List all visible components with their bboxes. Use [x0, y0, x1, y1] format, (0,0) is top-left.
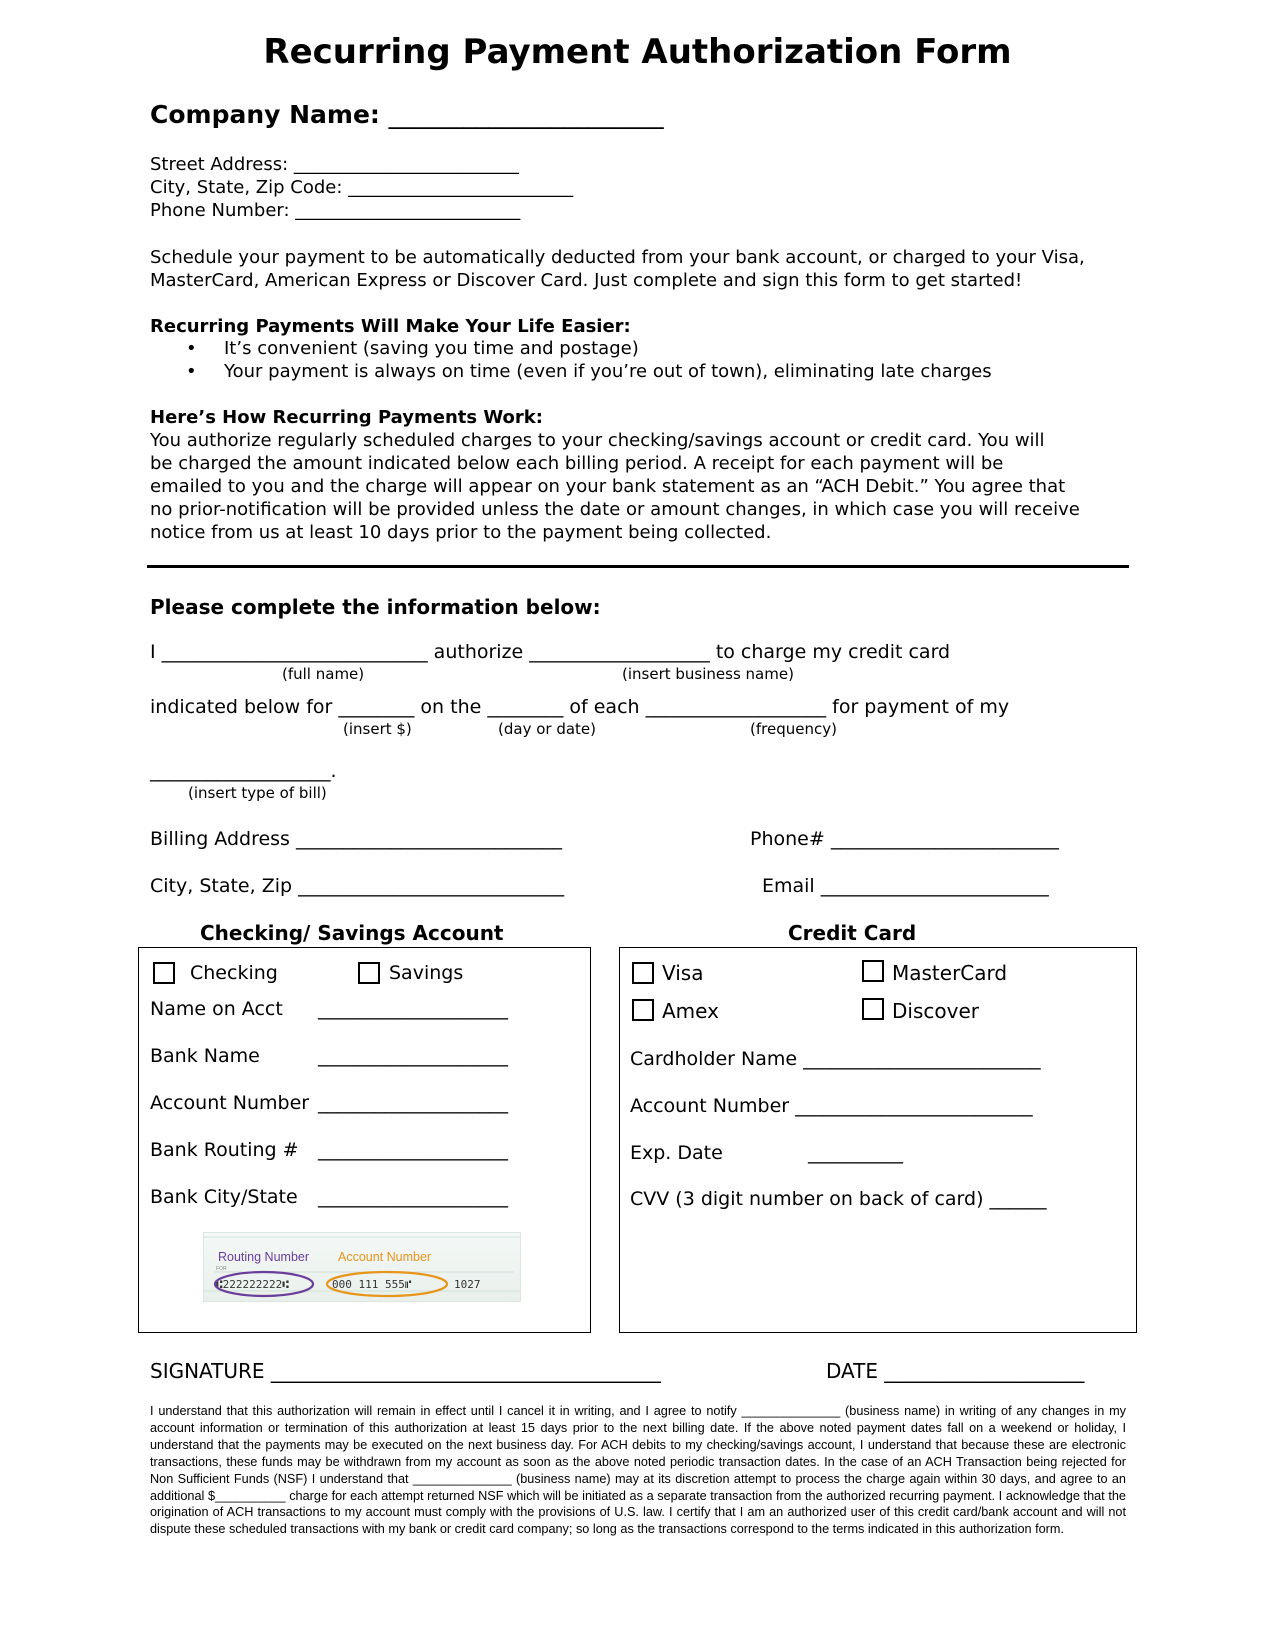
how-line-3: emailed to you and the charge will appear on your bank statement as an “ACH Debit.” You agree that [150, 476, 1066, 497]
email-field[interactable]: Email ________________________ [762, 875, 1049, 897]
city-state-zip-field[interactable]: City, State, Zip Code: _________________________ [150, 177, 574, 198]
account-number-field[interactable]: ____________________ [318, 1092, 508, 1114]
day-or-date-hint: (day or date) [498, 720, 596, 738]
billing-city-field[interactable]: City, State, Zip ____________________________ [150, 875, 565, 897]
frequency-hint: (frequency) [750, 720, 837, 738]
how-line-4: no prior-notification will be provided unless the date or amount changes, in which case you will receive [150, 499, 1080, 520]
benefit-item-1: It’s convenient (saving you time and postage) [224, 338, 639, 359]
account-digits: 000 111 555⑈ [332, 1278, 412, 1291]
how-heading: Here’s How Recurring Payments Work: [150, 407, 543, 428]
name-on-acct-label: Name on Acct [150, 998, 283, 1020]
form-title: Recurring Payment Authorization Form [263, 32, 1012, 72]
how-line-2: be charged the amount indicated below each billing period. A receipt for each payment will be [150, 453, 1004, 474]
routing-number-label: Routing Number [218, 1250, 310, 1264]
street-address-field[interactable]: Street Address: _________________________ [150, 154, 519, 175]
account-number-label: Account Number [150, 1092, 310, 1114]
check-digits: 1027 [454, 1278, 481, 1291]
amex-checkbox[interactable] [632, 999, 654, 1021]
account-number-callout: Account Number [338, 1250, 432, 1264]
visa-checkbox[interactable] [632, 962, 654, 984]
credit-card-heading: Credit Card [788, 921, 917, 945]
visa-label: Visa [662, 961, 704, 985]
phone-field[interactable]: Phone# ________________________ [750, 828, 1059, 850]
company-name-line [150, 100, 664, 129]
benefits-heading: Recurring Payments Will Make Your Life Easier: [150, 316, 631, 337]
bank-routing-field[interactable]: ____________________ [318, 1139, 508, 1161]
billing-address-field[interactable]: Billing Address ____________________________ [150, 828, 562, 850]
card-account-number-field[interactable]: Account Number _________________________ [630, 1095, 1033, 1117]
bank-name-field[interactable]: ____________________ [318, 1045, 508, 1067]
full-name-hint: (full name) [282, 665, 365, 683]
date-field[interactable]: DATE ____________________ [826, 1359, 1085, 1383]
bank-city-state-label: Bank City/State [150, 1186, 298, 1208]
intro-line-1: Schedule your payment to be automatically deducted from your bank account, or charged to your Visa, [150, 247, 1085, 268]
section-divider [147, 565, 1129, 568]
savings-checkbox[interactable] [358, 962, 380, 984]
business-name-hint: (insert business name) [622, 665, 794, 683]
discover-label: Discover [892, 999, 979, 1023]
legal-terms-paragraph: I understand that this authorization will remain in effect until I cancel it in writing, and I agree to notify ______________ (business name) in writing of any changes in my account information or termination of this authorization at least 15 days prior to the next billing date. If the above noted payment dates fall on a weekend or holiday, I understand that the payments may be executed on the next business day. For ACH debits to my checking/savings account, I understand that because these are electronic transactions, these funds may be withdrawn from my account as soon as the above noted periodic transaction dates. In the case of an ACH Transaction being rejected for Non Sufficient Funds (NSF) I understand that ______________ (business name) may at its discretion attempt to process the charge again within 30 days, and agree to an additional $__________ charge for each attempt returned NSF which will be initiated as a separate transaction from the authorized recurring payment. I acknowledge that the origination of ACH transactions to my account must comply with the provisions of U.S. law. I certify that I am an authorized user of this credit card/bank account and will not dispute these scheduled transactions with my bank or credit card company; so long as the transactions correspond to the terms indicated in this authorization form. [150, 1404, 1126, 1537]
check-routing-illustration [203, 1232, 521, 1302]
signature-field[interactable]: SIGNATURE _______________________________________ [150, 1359, 661, 1383]
checking-label: Checking [190, 962, 278, 984]
exp-date-field[interactable]: __________ [808, 1142, 903, 1164]
exp-date-label: Exp. Date [630, 1142, 723, 1164]
auth-line-2[interactable]: indicated below for ________ on the ________ of each ___________________ for payment of my [150, 696, 1010, 718]
routing-digits: ⑆222222222⑆ [216, 1278, 289, 1291]
discover-checkbox[interactable] [862, 998, 884, 1020]
auth-line-1[interactable]: I ____________________________ authorize ___________________ to charge my credit card [150, 641, 951, 663]
intro-line-2: MasterCard, American Express or Discover Card. Just complete and sign this form to get started! [150, 270, 1023, 291]
benefit-item-2: Your payment is always on time (even if you’re out of town), eliminating late charges [224, 361, 992, 382]
insert-amount-hint: (insert $) [343, 720, 412, 738]
mastercard-checkbox[interactable] [862, 960, 884, 982]
bank-city-state-field[interactable]: ____________________ [318, 1186, 508, 1208]
bill-type-hint: (insert type of bill) [188, 784, 327, 802]
complete-heading: Please complete the information below: [150, 595, 601, 619]
mastercard-label: MasterCard [892, 961, 1008, 985]
phone-number-field[interactable]: Phone Number: _________________________ [150, 200, 521, 221]
check-illustration-svg [204, 1233, 520, 1301]
bank-name-label: Bank Name [150, 1045, 260, 1067]
savings-label: Savings [389, 962, 464, 984]
checking-checkbox[interactable] [153, 962, 175, 984]
auth-line-3[interactable]: ___________________. [150, 760, 337, 782]
cvv-field[interactable]: CVV (3 digit number on back of card) ______ [630, 1188, 1047, 1210]
company-name-field[interactable]: ______________________ [388, 100, 664, 129]
name-on-acct-field[interactable]: ____________________ [318, 998, 508, 1020]
how-line-5: notice from us at least 10 days prior to the payment being collected. [150, 522, 772, 543]
cardholder-name-field[interactable]: Cardholder Name _________________________ [630, 1048, 1041, 1070]
company-name-label: Company Name: [150, 100, 380, 129]
check-for-text: FOR [216, 1266, 227, 1272]
how-line-1: You authorize regularly scheduled charges to your checking/savings account or credit card. You will [150, 430, 1045, 451]
checking-heading: Checking/ Savings Account [200, 921, 504, 945]
bank-routing-label: Bank Routing # [150, 1139, 299, 1161]
amex-label: Amex [662, 999, 719, 1023]
bullet-1: • [186, 338, 197, 359]
bullet-2: • [186, 361, 197, 382]
